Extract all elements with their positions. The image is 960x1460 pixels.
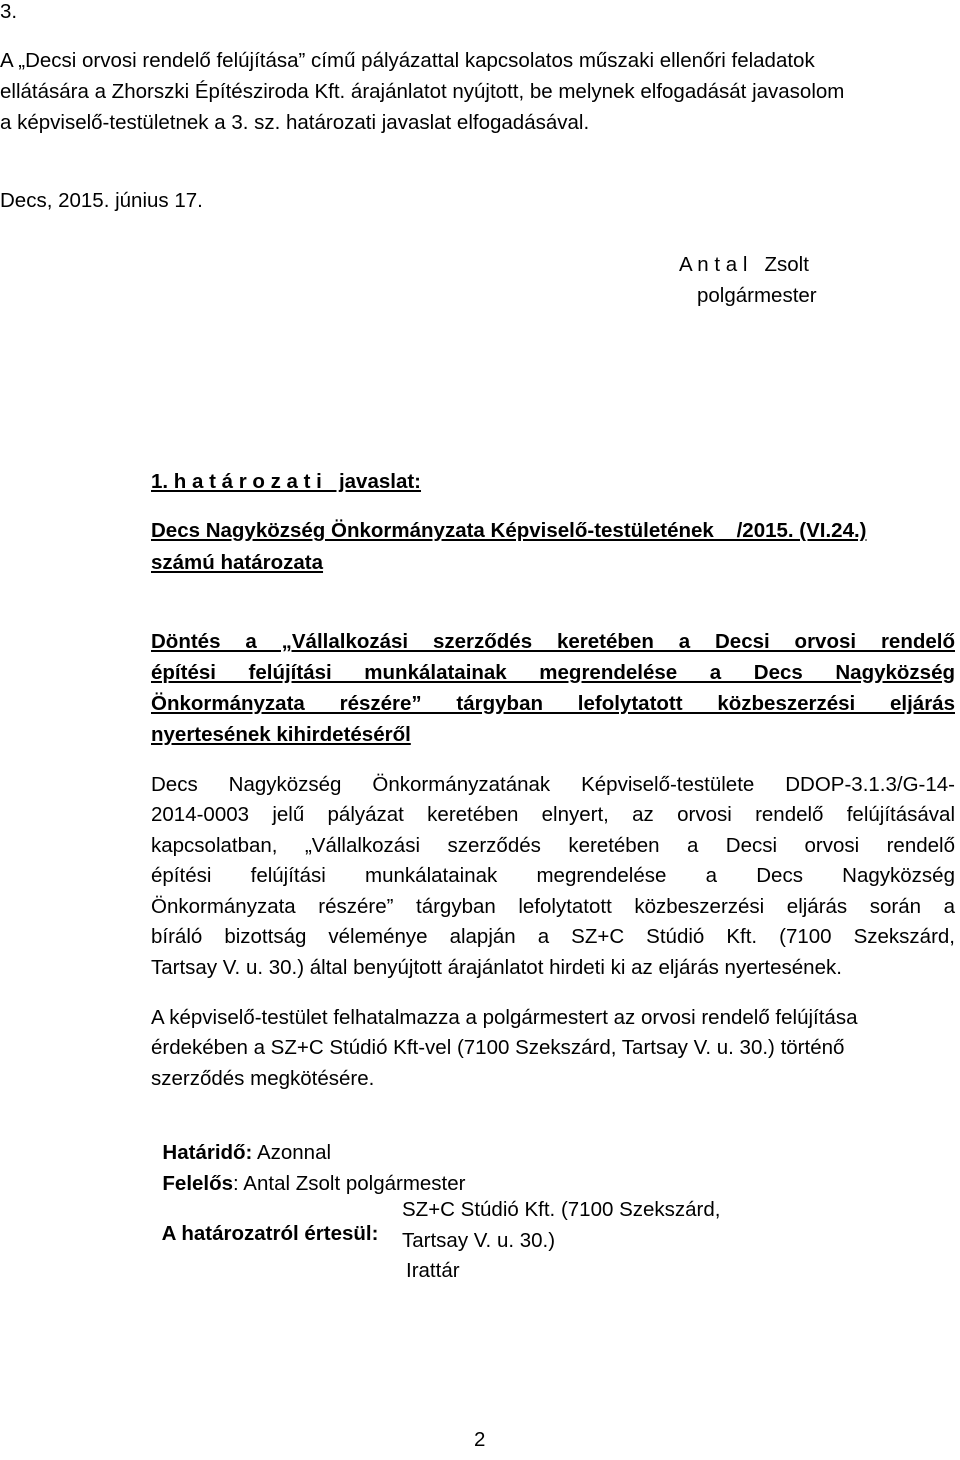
notify-label: [151, 1198, 378, 1246]
intro-line: a képviselő-testületnek a 3. sz. határozati javaslat elfogadásával.: [0, 111, 590, 134]
subject-line: Döntés a „Vállalkozási szerződés keretében a Decsi orvosi rendelő: [151, 630, 955, 653]
notify-label-bold: értesül:: [304, 1222, 379, 1245]
page-number: 2: [474, 1428, 486, 1451]
subject-line: nyertesének kihirdetéséről: [151, 723, 411, 746]
responsible-label: Felelős: [162, 1172, 234, 1195]
body-line: A képviselő-testület felhatalmazza a polgármestert az orvosi rendelő felújítása: [151, 1006, 858, 1029]
responsible: [151, 1148, 465, 1196]
body-line: érdekében a SZ+C Stúdió Kft-vel (7100 Szekszárd, Tartsay V. u. 30.) történő: [151, 1036, 845, 1059]
notify-recipient: SZ+C Stúdió Kft. (7100 Szekszárd,: [402, 1198, 721, 1221]
intro-line: A „Decsi orvosi rendelő felújítása” című pályázattal kapcsolatos műszaki ellenőri feladatok: [0, 49, 815, 72]
section-number: 3.: [0, 0, 18, 23]
responsible-value: : Antal Zsolt polgármester: [233, 1172, 466, 1195]
body-line: építési felújítási munkálatainak megrendelése a Decs Nagyközség: [151, 864, 955, 887]
signature-name: A n t a l Zsolt: [679, 253, 809, 276]
signature-title: polgármester: [697, 284, 817, 307]
body-line: 2014-0003 jelű pályázat keretében elnyert, az orvosi rendelő felújításával: [151, 803, 955, 826]
body-line: bíráló bizottság véleménye alapján a SZ+C Stúdió Kft. (7100 Szekszárd,: [151, 925, 955, 948]
body-line: Tartsay V. u. 30.) által benyújtott árajánlatot hirdeti ki az eljárás nyertesének.: [151, 956, 842, 979]
intro-line: ellátására a Zhorszki Építésziroda Kft. árajánlatot nyújtott, be melynek elfogadását javasolom: [0, 80, 845, 103]
body-line: szerződés megkötésére.: [151, 1067, 375, 1090]
resolution-title-line2: számú határozata: [151, 551, 324, 574]
date-line: Decs, 2015. június 17.: [0, 189, 203, 212]
resolution-title-line1: Decs Nagyközség Önkormányzata Képviselő-testületének /2015. (VI.24.): [151, 519, 867, 542]
subject-line: Önkormányzata részére” tárgyban lefolytatott közbeszerzési eljárás: [151, 692, 955, 715]
subject-line: építési felújítási munkálatainak megrendelése a Decs Nagyközség: [151, 661, 955, 684]
deadline-label: Határidő:: [162, 1141, 253, 1164]
notify-recipient: Irattár: [406, 1259, 460, 1282]
notify-recipient: Tartsay V. u. 30.): [402, 1229, 556, 1252]
deadline-value: Azonnal: [252, 1141, 332, 1164]
notify-label-prefix: A határozatról: [161, 1222, 305, 1245]
body-line: Decs Nagyközség Önkormányzatának Képviselő-testülete DDOP-3.1.3/G-14-: [151, 773, 955, 796]
body-line: Önkormányzata részére” tárgyban lefolytatott közbeszerzési eljárás során a: [151, 895, 955, 918]
proposal-heading: 1. h a t á r o z a t i javaslat:: [151, 470, 422, 493]
body-line: kapcsolatban, „Vállalkozási szerződés keretében a Decsi orvosi rendelő: [151, 834, 955, 857]
